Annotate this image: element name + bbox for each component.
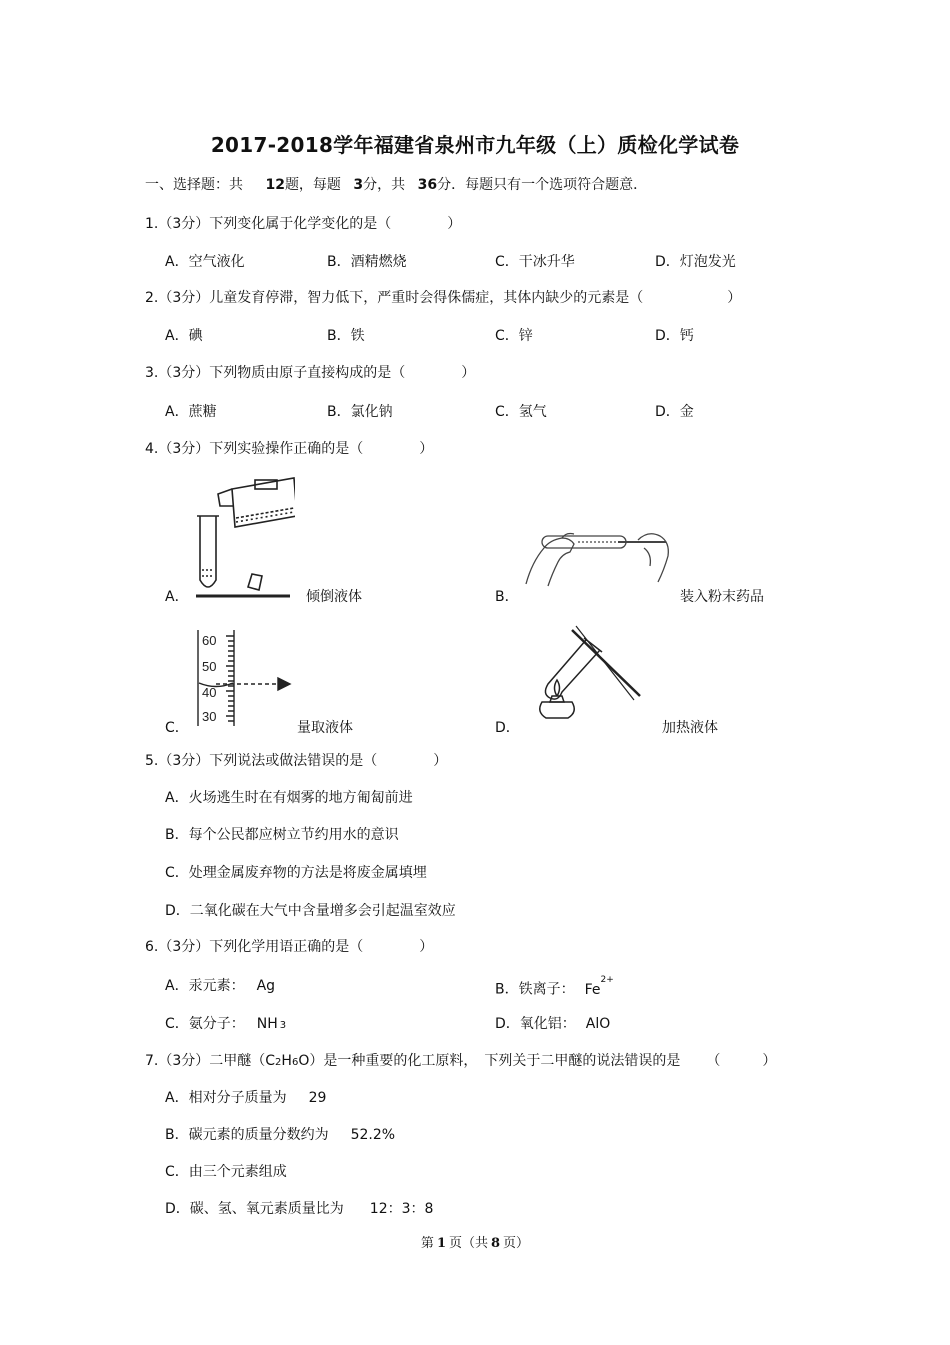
option-3d: D．金 <box>655 404 694 420</box>
page-total: 8 <box>491 1236 501 1251</box>
subscript: 3 <box>279 1020 287 1031</box>
option-6a: A．汞元素： Ag <box>165 978 276 994</box>
option-4b-letter: B． <box>495 589 519 605</box>
option-7b: B．碳元素的质量分数约为 52.2% <box>165 1127 396 1143</box>
figure-pouring-liquid <box>190 472 295 600</box>
option-3a: A．蔗糖 <box>165 404 217 420</box>
option-5a: A．火场逃生时在有烟雾的地方匍匐前进 <box>165 790 413 806</box>
formula: AlO <box>585 1016 611 1032</box>
option-2d: D．钙 <box>655 328 694 344</box>
option-7d: D．碳、氢、氧元素质量比为 12：3：8 <box>165 1201 434 1217</box>
option-5c: C．处理金属废弃物的方法是将废金属填埋 <box>165 865 427 881</box>
option-1a: A．空气液化 <box>165 254 245 270</box>
question-stem-1: 1.（3分）下列变化属于化学变化的是（ ） <box>145 216 462 232</box>
option-4d-caption: 加热液体 <box>662 720 718 736</box>
figure-heating-liquid <box>528 622 642 724</box>
option-4c-letter: C． <box>165 720 189 736</box>
page-title: 2017-2018学年福建省泉州市九年级（上）质检化学试卷 <box>210 133 740 157</box>
option-4b-caption: 装入粉末药品 <box>680 589 764 605</box>
option-7a: A．相对分子质量为 29 <box>165 1090 327 1106</box>
cylinder-tick-60: 60 <box>202 633 217 648</box>
formula: Ag <box>256 978 276 994</box>
question-stem-3: 3.（3分）下列物质由原子直接构成的是（ ） <box>145 365 476 381</box>
option-4c-caption: 量取液体 <box>297 720 353 736</box>
charge-superscript: 2+ <box>600 975 614 985</box>
option-3c: C．氢气 <box>495 404 547 420</box>
figure-loading-powder <box>518 522 678 592</box>
option-5d: D．二氧化碳在大气中含量增多会引起温室效应 <box>165 903 456 919</box>
section-header: 一、选择题：共 12题，每题 3分，共 36分．每题只有一个选项符合题意． <box>145 177 648 193</box>
formula: Fe <box>584 981 601 998</box>
page-footer: 第 1 页（共 8 页） <box>420 1236 530 1251</box>
option-6d: D．氧化铝： AlO <box>495 1016 611 1032</box>
cylinder-tick-50: 50 <box>202 659 217 674</box>
cylinder-tick-30: 30 <box>202 709 217 724</box>
option-6b: B．铁离子： $Fe^{2+}$ <box>495 975 614 998</box>
option-6c: C．氨分子： NH 3 <box>165 1016 287 1032</box>
option-1b: B．酒精燃烧 <box>327 254 407 270</box>
option-4d-letter: D． <box>495 720 520 736</box>
option-4a-caption: 倾倒液体 <box>306 589 362 605</box>
question-stem-4: 4.（3分）下列实验操作正确的是（ ） <box>145 441 434 457</box>
option-2b: B．铁 <box>327 328 365 344</box>
question-stem-6: 6.（3分）下列化学用语正确的是（ ） <box>145 939 434 955</box>
option-1d: D．灯泡发光 <box>655 254 736 270</box>
question-stem-5: 5.（3分）下列说法或做法错误的是（ ） <box>145 753 448 769</box>
question-stem-2: 2.（3分）儿童发育停滞，智力低下，严重时会得侏儒症，其体内缺少的元素是（ ） <box>145 290 742 306</box>
option-5b: B．每个公民都应树立节约用水的意识 <box>165 827 399 843</box>
page-number: 1 <box>436 1236 446 1251</box>
formula: NH <box>256 1016 278 1032</box>
option-1c: C．干冰升华 <box>495 254 575 270</box>
option-4a-letter: A． <box>165 589 189 605</box>
cylinder-tick-40: 40 <box>202 685 217 700</box>
option-3b: B．氯化钠 <box>327 404 393 420</box>
figure-graduated-cylinder <box>194 628 298 728</box>
option-2a: A．碘 <box>165 328 203 344</box>
option-7c: C．由三个元素组成 <box>165 1164 287 1180</box>
question-stem-7: 7.（3分）二甲醚（C2H6O）是一种重要的化工原料， 下列关于二甲醚的说法错误的是 （ ） <box>145 1053 777 1069</box>
option-2c: C．锌 <box>495 328 533 344</box>
